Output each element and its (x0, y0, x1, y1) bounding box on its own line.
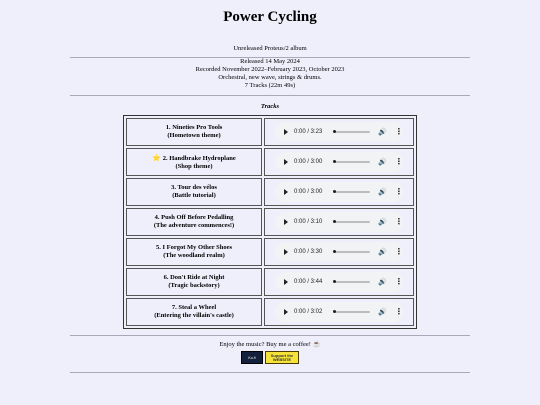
audio-player-cell (264, 118, 414, 146)
track-subtitle: (The woodland realm) (163, 252, 225, 259)
audio-player[interactable] (275, 212, 403, 232)
track-name: Push Off Before Pedalling (161, 214, 234, 221)
audio-time: 0:00 / 3:00 (294, 189, 323, 195)
audio-player-cell (264, 298, 414, 326)
track-name: Nineties Pro Tools (172, 124, 223, 131)
play-icon[interactable] (284, 159, 288, 165)
track-name: Handbrake Hydroplane (169, 154, 236, 162)
audio-player[interactable] (275, 122, 403, 142)
audio-time: 0:00 / 3:44 (294, 279, 323, 285)
track-title-cell (126, 118, 262, 146)
track-row (126, 208, 414, 236)
track-row (126, 148, 414, 176)
tracks-table (123, 115, 417, 329)
audio-player-cell (264, 148, 414, 176)
track-number: 3. (171, 184, 176, 191)
track-name: Don't Ride at Night (170, 274, 225, 281)
play-icon[interactable] (284, 129, 288, 135)
page (70, 0, 470, 373)
track-title-cell (126, 148, 262, 176)
audio-player[interactable] (275, 302, 403, 322)
track-name: I Forgot My Other Shoes (162, 244, 233, 251)
album-info (70, 58, 470, 90)
audio-player-cell (264, 268, 414, 296)
track-number: 1. (165, 124, 171, 131)
play-icon[interactable] (284, 309, 288, 315)
audio-player[interactable] (275, 182, 403, 202)
seek-slider[interactable] (334, 251, 370, 253)
volume-icon[interactable]: 🔊 (378, 128, 387, 136)
track-row (126, 298, 414, 326)
track-number: 7. (171, 304, 177, 311)
divider (70, 335, 470, 336)
track-title-cell (126, 298, 262, 326)
track-title (127, 154, 261, 163)
audio-player[interactable] (275, 152, 403, 172)
tracks-heading: Tracks (260, 103, 280, 110)
more-options-icon[interactable]: ⋮ (394, 307, 403, 316)
seek-slider[interactable] (334, 221, 370, 223)
track-subtitle: (Shop theme) (175, 162, 213, 170)
track-number: 4. (154, 214, 160, 221)
track-title-cell (126, 178, 262, 206)
track-number: 5. (155, 244, 161, 251)
divider (70, 95, 470, 96)
more-options-icon[interactable]: ⋮ (394, 157, 403, 166)
volume-icon[interactable]: 🔊 (378, 188, 387, 196)
kofi-badge-link[interactable]: Ko-fi (241, 351, 263, 364)
track-title (127, 124, 261, 132)
audio-player-cell (264, 178, 414, 206)
audio-time: 0:00 / 3:10 (294, 219, 323, 225)
track-number: 2. (162, 154, 168, 162)
track-subtitle: (Tragic backstory) (168, 282, 220, 289)
track-title (127, 244, 261, 252)
volume-icon[interactable]: 🔊 (378, 278, 387, 286)
audio-time: 0:00 / 3:02 (294, 309, 323, 315)
audio-time: 0:00 / 3:30 (294, 249, 323, 255)
more-options-icon[interactable]: ⋮ (394, 217, 403, 226)
tracks-summary: 7 Tracks (22m 49s) (244, 82, 296, 89)
footer-text: Enjoy the music? Buy me a coffee! ☕ (219, 341, 321, 348)
divider (70, 372, 470, 373)
play-icon[interactable] (284, 219, 288, 225)
more-options-icon[interactable]: ⋮ (394, 247, 403, 256)
track-number: 6. (163, 274, 169, 281)
seek-slider[interactable] (334, 281, 370, 283)
page-title: Power Cycling (223, 9, 317, 25)
album-subtitle: Unreleased Proteus/2 album (233, 45, 307, 52)
seek-slider[interactable] (334, 311, 370, 313)
audio-player-cell (264, 208, 414, 236)
audio-time: 0:00 / 3:23 (294, 129, 323, 135)
track-subtitle: (Hometown theme) (167, 132, 221, 139)
track-title-cell (126, 208, 262, 236)
seek-slider[interactable] (334, 191, 370, 193)
track-title (127, 304, 261, 312)
volume-icon[interactable]: 🔊 (378, 158, 387, 166)
volume-icon[interactable]: 🔊 (378, 308, 387, 316)
track-title-cell (126, 238, 262, 266)
track-title (127, 274, 261, 282)
audio-time: 0:00 / 3:00 (294, 159, 323, 165)
track-row (126, 268, 414, 296)
recording-dates: Recorded November 2022–February 2023, October 2023 (195, 66, 345, 73)
release-date: Released 14 May 2024 (240, 58, 300, 65)
track-title (127, 184, 261, 192)
audio-player[interactable] (275, 272, 403, 292)
seek-slider[interactable] (334, 161, 370, 163)
track-name: Steal a Wheel (178, 304, 217, 311)
volume-icon[interactable]: 🔊 (378, 248, 387, 256)
genre: Orchestral, new wave, strings & drums. (218, 74, 322, 81)
support-website-badge-link[interactable]: Support the WEBSITE (265, 351, 299, 364)
track-subtitle: (The adventure commences!) (153, 222, 235, 229)
track-title-cell (126, 268, 262, 296)
track-name: Tour des vélos (177, 184, 217, 191)
audio-player-cell (264, 238, 414, 266)
track-row (126, 118, 414, 146)
track-row (126, 178, 414, 206)
more-options-icon[interactable]: ⋮ (394, 277, 403, 286)
badges (70, 351, 470, 364)
track-subtitle: (Battle tutorial) (172, 192, 216, 199)
audio-player[interactable] (275, 242, 403, 262)
volume-icon[interactable]: 🔊 (378, 218, 387, 226)
track-row (126, 238, 414, 266)
play-icon[interactable] (284, 279, 288, 285)
seek-slider[interactable] (334, 131, 370, 133)
play-icon[interactable] (284, 249, 288, 255)
play-icon[interactable] (284, 189, 288, 195)
star-icon: ⭐ (152, 153, 163, 162)
track-subtitle: (Entering the villain's castle) (154, 312, 234, 319)
more-options-icon[interactable]: ⋮ (394, 127, 403, 136)
track-title (127, 214, 261, 222)
more-options-icon[interactable]: ⋮ (394, 187, 403, 196)
